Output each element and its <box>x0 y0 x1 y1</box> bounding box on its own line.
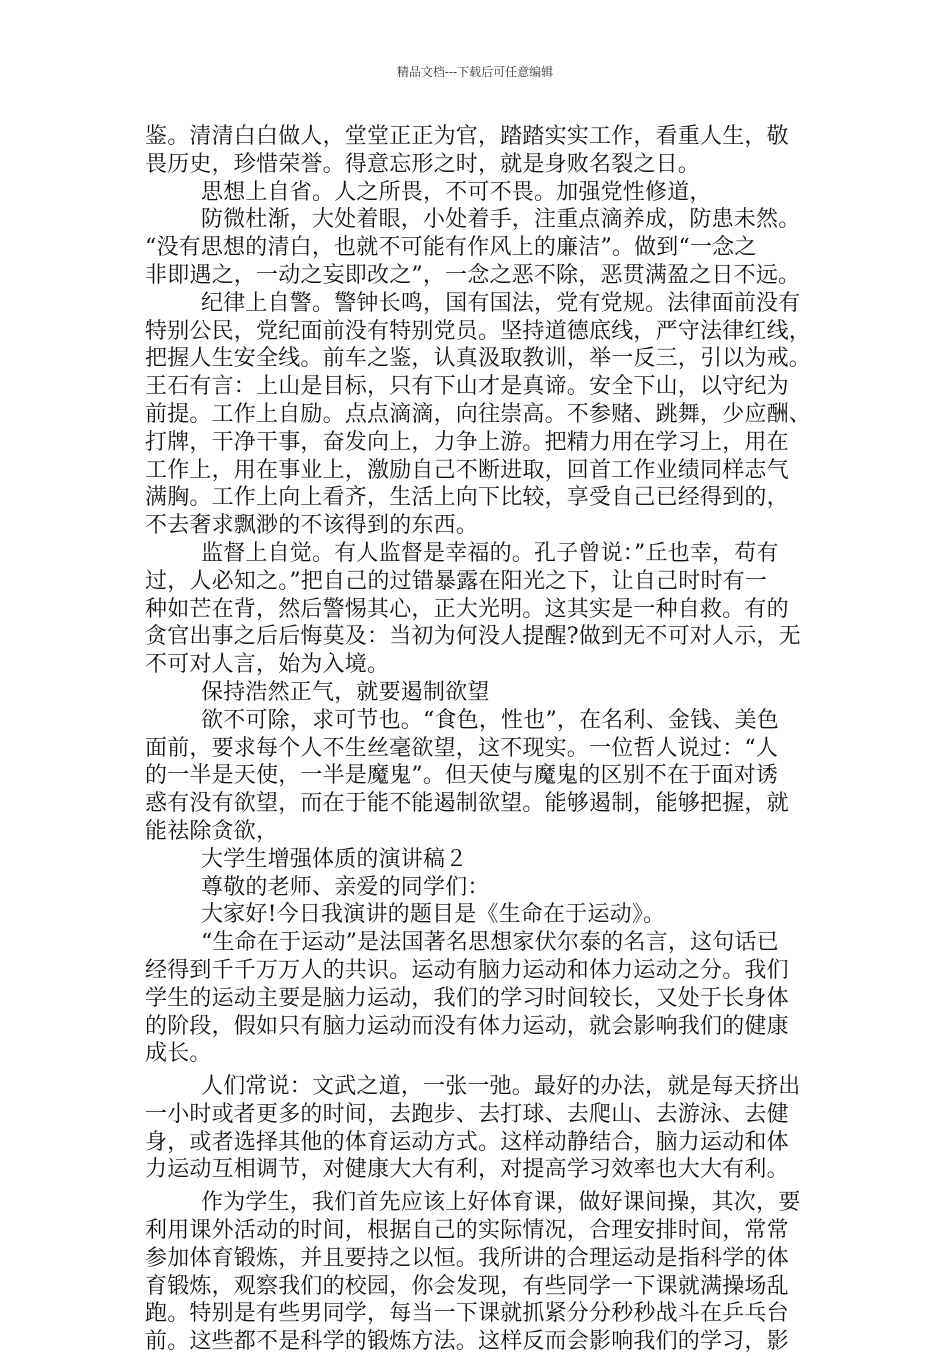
text-line: 经得到千千万万人的共识。运动有脑力运动和体力运动之分。我们 <box>145 957 789 983</box>
text-line: 面前，要求每个人不生丝毫欲望，这不现实。一位哲人说过：“人 <box>145 735 779 761</box>
text-line: 不去奢求飘渺的不该得到的东西。 <box>145 513 479 539</box>
text-line: 鉴。清清白白做人，堂堂正正为官，踏踏实实工作，看重人生，敬 <box>145 124 789 149</box>
text-line: “生命在于运动”是法国著名思想家伏尔泰的名言，这句话已 <box>201 930 779 956</box>
text-line: 欲不可除，求可节也。“食色，性也”，在名利、金钱、美色 <box>201 707 779 733</box>
text-line: 成长。 <box>145 1041 212 1067</box>
text-line: 参加体育锻炼，并且要持之以恒。我所讲的合理运动是指科学的体 <box>145 1245 789 1271</box>
text-line: 惑有没有欲望，而在于能不能遏制欲望。能够遏制，能够把握，就 <box>145 791 789 817</box>
text-line: 过，人必知之。”把自己的过错暴露在阳光之下，让自己时时有一 <box>145 568 768 594</box>
text-line: 利用课外活动的时间，根据自己的实际情况，合理安排时间，常常 <box>145 1218 789 1244</box>
text-line: 把握人生安全线。前车之鉴，认真汲取教训，举一反三，引以为戒。 <box>145 346 812 372</box>
text-line: 工作上，用在事业上，激励自己不断进取，回首工作业绩同样志气 <box>145 457 789 483</box>
text-line: 力运动互相调节，对健康大大有利，对提高学习效率也大大有利。 <box>145 1157 789 1183</box>
text-line: 学生的运动主要是脑力运动，我们的学习时间较长，又处于长身体 <box>145 985 789 1011</box>
text-line: 王石有言：上山是目标，只有下山才是真谛。安全下山，以守纪为 <box>145 374 789 400</box>
text-line: 大学生增强体质的演讲稿２ <box>201 846 468 872</box>
text-line: 育锻炼，观察我们的校园，你会发现，有些同学一下课就满操场乱 <box>145 1273 789 1299</box>
text-line: 前。这些都不是科学的锻炼方法。这样反而会影响我们的学习，影 <box>145 1329 789 1355</box>
text-line: 前提。工作上自励。点点滴滴，向往崇高。不参赌、跳舞，少应酬、 <box>145 401 812 427</box>
text-line: 防微杜渐，大处着眼，小处着手，注重点滴养成，防患未然。 <box>201 207 801 233</box>
text-line: 满胸。工作上向上看齐，生活上向下比较，享受自己已经得到的， <box>145 485 789 511</box>
text-line: 尊敬的老师、亲爱的同学们： <box>201 874 490 900</box>
text-line: 特别公民，党纪面前没有特别党员。坚持道德底线，严守法律红线， <box>145 318 812 344</box>
page-header: 精品文档---下载后可任意编辑 <box>396 65 554 79</box>
text-line: 不可对人言，始为入境。 <box>145 652 390 678</box>
text-line: “没有思想的清白，也就不可能有作风上的廉洁”。做到“一念之 <box>145 235 757 261</box>
text-line: 跑。特别是有些男同学，每当一下课就抓紧分分秒秒战斗在乒乓台 <box>145 1301 789 1327</box>
text-line: 身，或者选择其他的体育运动方式。这样动静结合，脑力运动和体 <box>145 1129 789 1155</box>
text-line: 纪律上自警。警钟长鸣，国有国法，党有党规。法律面前没有 <box>201 290 801 316</box>
text-line: 非即遇之，一动之妄即改之”，一念之恶不除，恶贯满盈之日不远。 <box>145 262 801 288</box>
text-line: 畏历史，珍惜荣誉。得意忘形之时，就是身败名裂之日。 <box>145 151 701 177</box>
text-line: 的阶段，假如只有脑力运动而没有体力运动，就会影响我们的健康 <box>145 1013 789 1039</box>
text-line: 监督上自觉。有人监督是幸福的。孔子曾说：”丘也幸，苟有 <box>201 540 779 566</box>
text-line: 思想上自省。人之所畏，不可不畏。加强党性修道， <box>201 179 712 205</box>
text-line: 保持浩然正气，就要遏制欲望 <box>201 679 490 705</box>
text-line: 人们常说：文武之道，一张一弛。最好的办法，就是每天挤出 <box>201 1074 801 1100</box>
text-line: 作为学生，我们首先应该上好体育课，做好课间操，其次，要 <box>201 1190 801 1216</box>
text-line: 的一半是天使，一半是魔鬼”。但天使与魔鬼的区别不在于面对诱 <box>145 763 779 789</box>
text-line: 种如芒在背，然后警惕其心，正大光明。这其实是一种自救。有的 <box>145 596 789 622</box>
text-line: 打牌，干净干事，奋发向上，力争上游。把精力用在学习上，用在 <box>145 429 789 455</box>
text-line: 能祛除贪欲， <box>145 818 279 844</box>
text-line: 大家好!今日我演讲的题目是《生命在于运动》。 <box>201 902 666 928</box>
document-body <box>145 123 810 1356</box>
text-line: 一小时或者更多的时间，去跑步、去打球、去爬山、去游泳、去健 <box>145 1101 789 1127</box>
text-line: 贪官出事之后后悔莫及：当初为何没人提醒?做到无不可对人示，无 <box>145 624 801 650</box>
